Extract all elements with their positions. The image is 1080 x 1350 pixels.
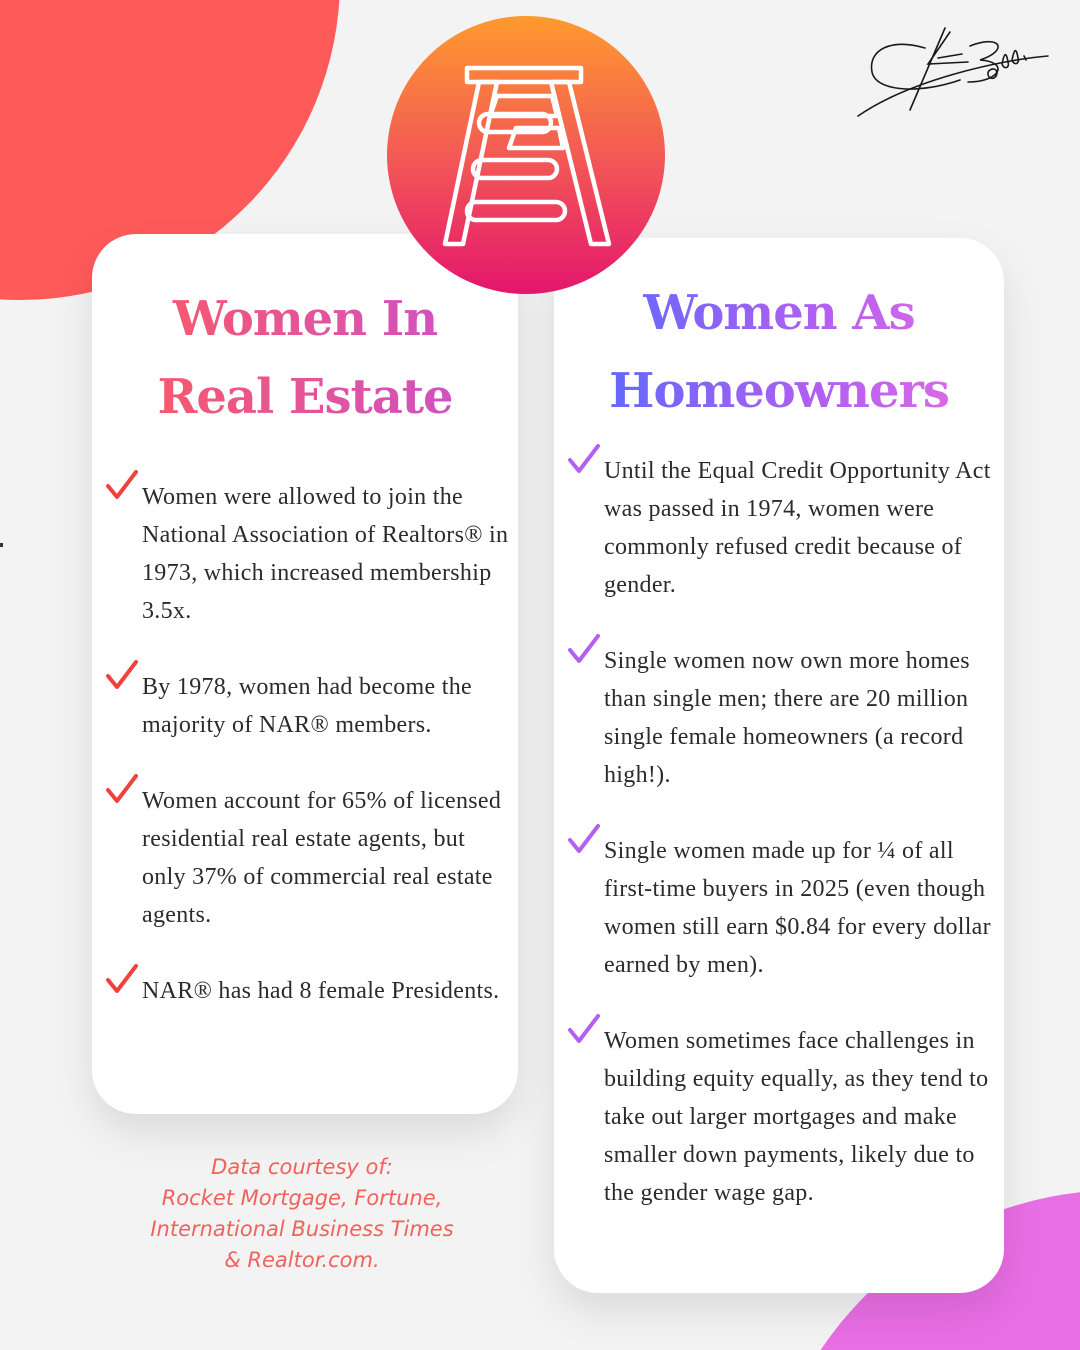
list-item-text: Until the Equal Credit Opportunity Act was passed in 1974, women were commonly refused credit because of gender.	[604, 458, 991, 598]
card-title-line: Women In	[172, 291, 438, 347]
list-item	[604, 452, 994, 604]
ladder-icon	[387, 16, 665, 294]
decorative-dot	[0, 543, 3, 547]
fact-list	[604, 452, 994, 1250]
card-title-line: Real Estate	[157, 369, 453, 425]
signature-logo	[850, 20, 1060, 130]
list-item	[142, 782, 512, 934]
fact-list	[142, 478, 512, 1048]
checkmark-icon	[564, 1010, 604, 1050]
checkmark-icon	[564, 440, 604, 480]
women-as-homeowners-card	[554, 238, 1004, 1293]
list-item-text: NAR® has had 8 female Presidents.	[142, 978, 500, 1004]
list-item	[142, 668, 512, 744]
card-title	[554, 274, 1004, 430]
card-title	[92, 280, 518, 436]
list-item	[604, 1022, 994, 1212]
list-item	[142, 972, 512, 1010]
credit-line: Data courtesy of:	[211, 1155, 393, 1179]
list-item-text: Women sometimes face challenges in building equity equally, as they tend to take out larger mortgages and make smaller down payments, likely due to the gender wage gap.	[604, 1028, 989, 1206]
credit-line: International Business Times	[150, 1217, 454, 1241]
card-title-line: Homeowners	[609, 363, 949, 419]
list-item	[604, 642, 994, 794]
card-title-line: Women As	[643, 285, 915, 341]
credit-line: Rocket Mortgage, Fortune,	[161, 1186, 443, 1210]
women-in-real-estate-card	[92, 234, 518, 1114]
checkmark-icon	[564, 630, 604, 670]
checkmark-icon	[564, 820, 604, 860]
checkmark-icon	[102, 770, 142, 810]
list-item-text: Women were allowed to join the National Association of Realtors® in 1973, which increased membership 3.5x.	[142, 484, 509, 624]
list-item-text: Single women made up for ¼ of all first-time buyers in 2025 (even though women still earn $0.84 for every dollar earned by men).	[604, 838, 991, 978]
checkmark-icon	[102, 960, 142, 1000]
list-item	[142, 478, 512, 630]
checkmark-icon	[102, 656, 142, 696]
list-item-text: Single women now own more homes than single men; there are 20 million single female homeowners (a record high!).	[604, 648, 970, 788]
list-item	[604, 832, 994, 984]
list-item-text: Women account for 65% of licensed residential real estate agents, but only 37% of commercial real estate agents.	[142, 788, 502, 928]
credit-line: & Realtor.com.	[224, 1248, 380, 1272]
ladder-badge	[387, 16, 665, 294]
list-item-text: By 1978, women had become the majority of NAR® members.	[142, 674, 472, 738]
checkmark-icon	[102, 466, 142, 506]
data-credit	[92, 1152, 512, 1276]
